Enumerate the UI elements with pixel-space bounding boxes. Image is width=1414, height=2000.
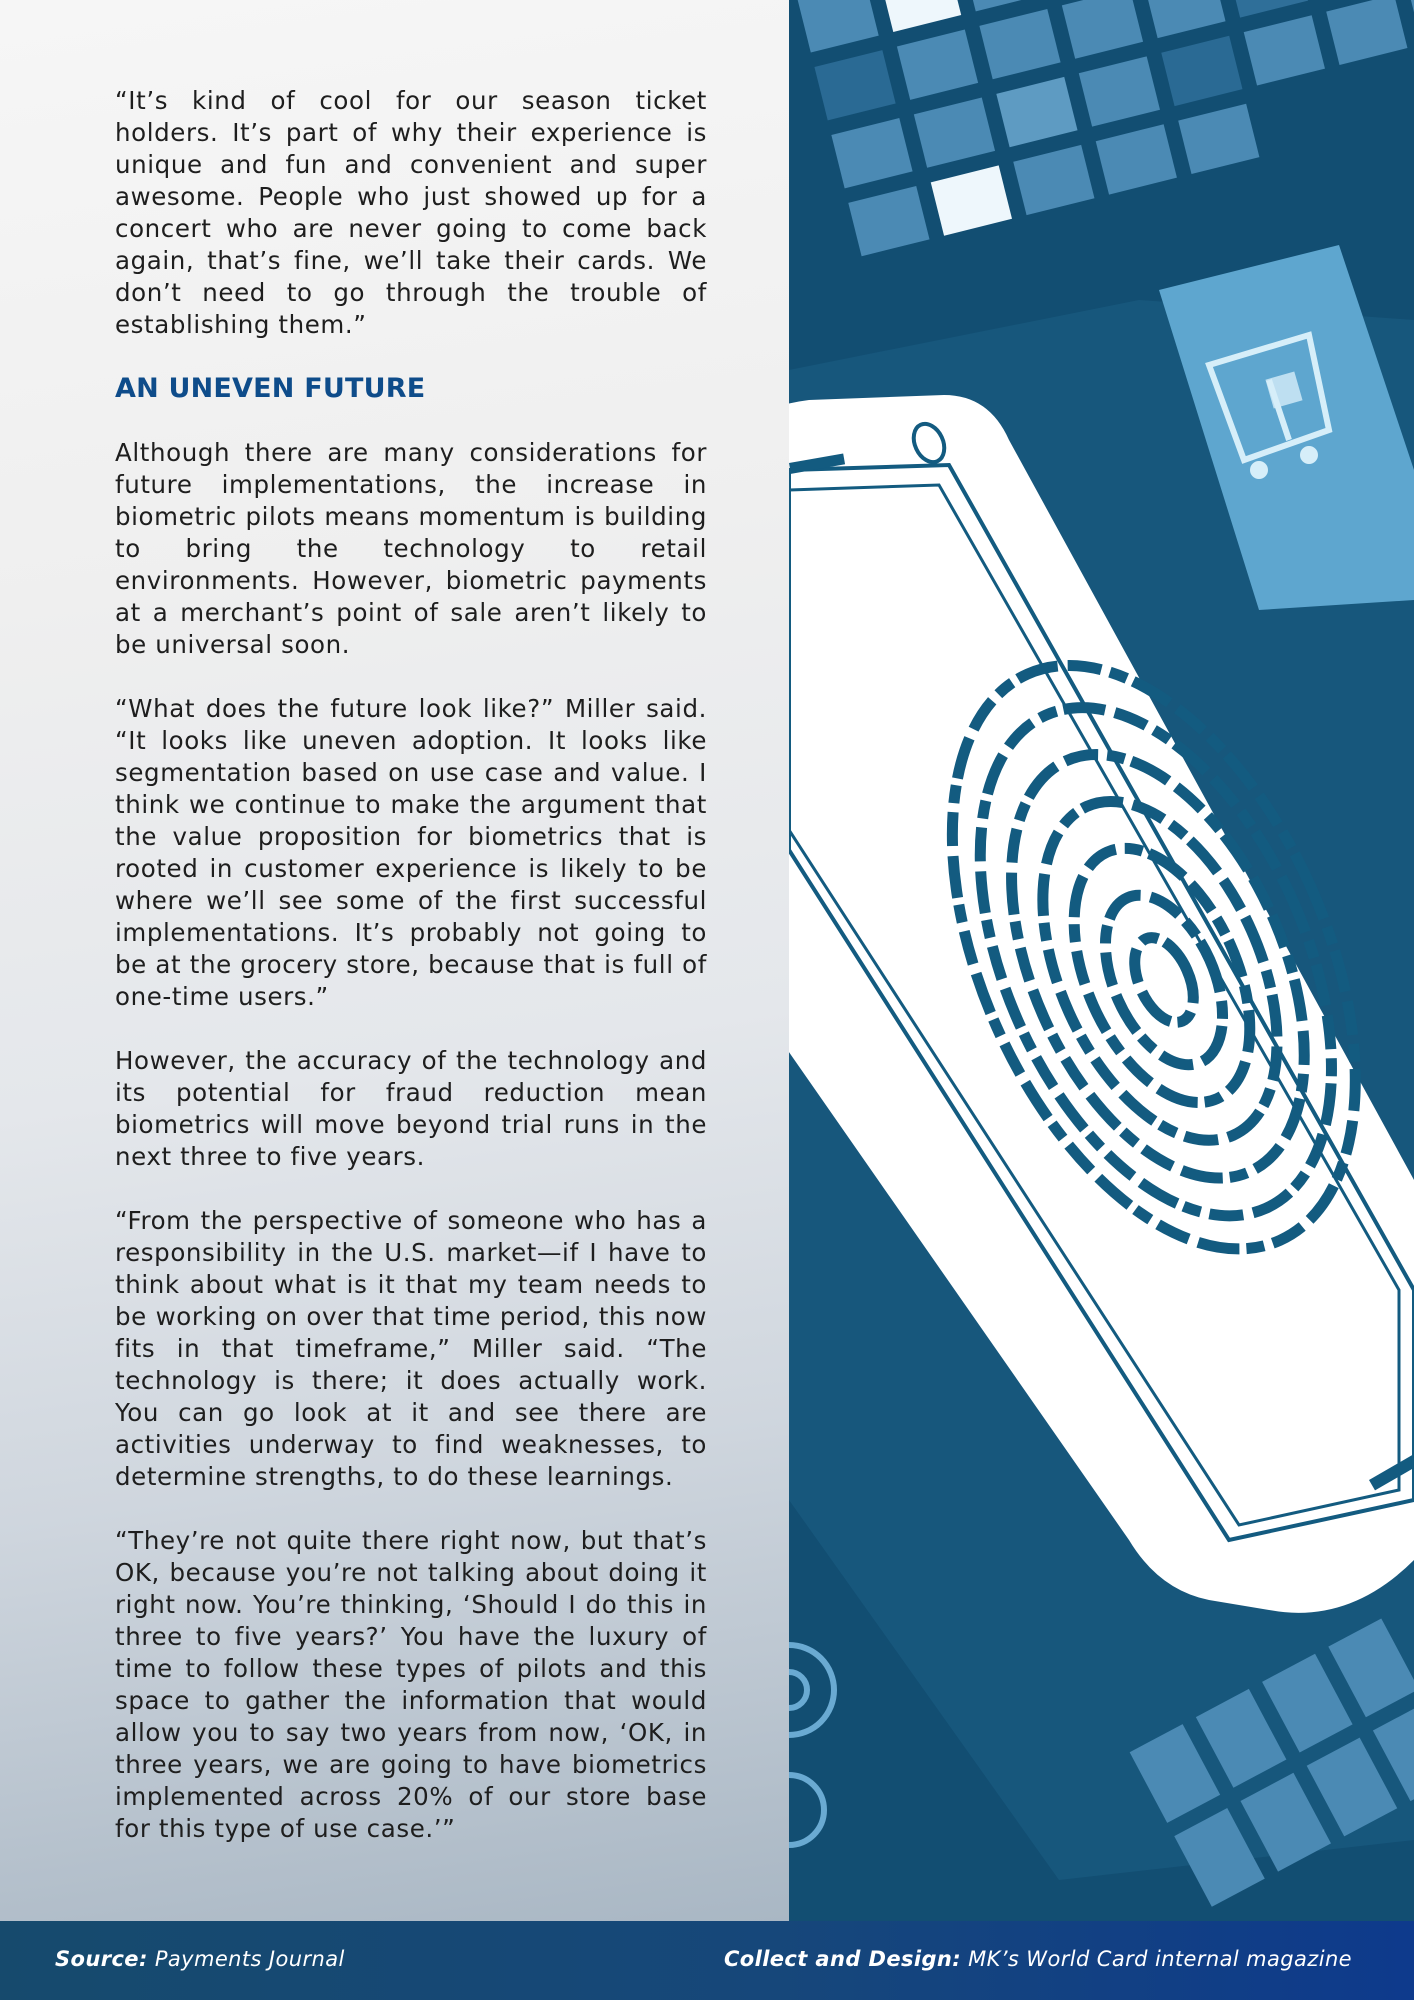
source-credit (55, 1947, 345, 1971)
source-value: Payments Journal (154, 1947, 345, 1971)
page-footer (0, 1921, 1414, 2000)
article-paragraph: However, the accuracy of the technology and its potential for fraud reduction mean biometrics will move beyond trial runs in the next three to five years. (115, 1046, 707, 1171)
credit-label: Collect and Design: (723, 1947, 962, 1971)
article-paragraph: Although there are many considerations for future implementations, the increase in biometric pilots means momentum is building to bring the technology to retail environments. However, biometric payments at a merchant’s point of sale aren’t likely to be universal soon. (115, 438, 707, 659)
article-paragraph: “It’s kind of cool for our season ticket holders. It’s part of why their experience is unique and fun and convenient and super awesome. People who just showed up for a concert who are never going to come back again, that’s fine, we’ll take their cards. We don’t need to go through the trouble of establishing them.” (115, 86, 707, 339)
article-paragraph: “What does the future look like?” Miller said. “It looks like uneven adoption. It looks like segmentation based on use case and value. I think we continue to make the argument that the value proposition for biometrics that is rooted in customer experience is likely to be where we’ll see some of the first successful implementations. It’s probably not going to be at the grocery store, because that is full of one-time users.” (115, 694, 707, 1011)
biometric-illustration (789, 0, 1414, 1921)
section-heading: AN UNEVEN FUTURE (115, 373, 426, 404)
source-label: Source: (55, 1947, 148, 1971)
article-body (115, 85, 707, 1877)
illustration-svg (789, 0, 1414, 1921)
article-paragraph: “They’re not quite there right now, but that’s OK, because you’re not talking about doing it right now. You’re thinking, ‘Should I do this in three to five years?’ You have the luxury of time to follow these types of pilots and this space to gather the information that would allow you to say two years from now, ‘OK, in three years, we are going to have biometrics implemented across 20% of our store base for this type of use case.’” (115, 1526, 707, 1843)
article-paragraph: “From the perspective of someone who has a responsibility in the U.S. market—if I have to think about what is it that my team needs to be working on over that time period, this now fits in that timeframe,” Miller said. “The technology is there; it does actually work. You can go look at it and see there are activities underway to find weaknesses, to determine strengths, to do these learnings. (115, 1206, 707, 1491)
credit-value: MK’s World Card internal magazine (968, 1947, 1352, 1971)
design-credit (724, 1947, 1352, 1971)
